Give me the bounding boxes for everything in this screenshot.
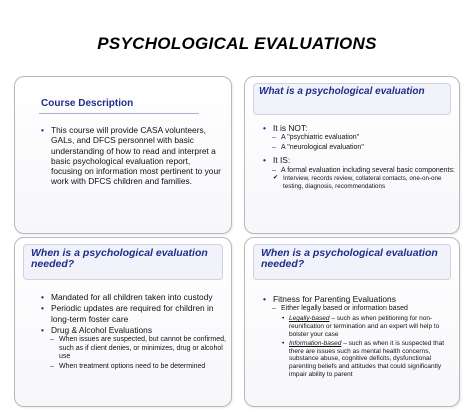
slide-content (263, 294, 455, 379)
sub-bullet-item: – When treatment options need to be determined (41, 363, 229, 372)
bullet-item: • Drug & Alcohol Evaluations (41, 325, 229, 335)
sub-bullet-item: – Either legally based or information based (263, 305, 455, 314)
bullet-item: • It IS: (263, 155, 455, 165)
sub-bullet-item: – A formal evaluation including several basic components: (263, 167, 455, 176)
slide-what-is-evaluation (244, 76, 460, 234)
bullet-item: • Fitness for Parenting Evaluations (263, 294, 455, 304)
slide-content (41, 292, 229, 372)
slide-content (41, 125, 221, 188)
slide-title: When is a psychological evaluation needed? (261, 247, 438, 271)
slide-content (263, 123, 455, 191)
bullet-item: • This course will provide CASA volunteers, GALs, and DFCS personnel with basic understanding of how to read and interpret a basic psychological evaluation report, focusing on information most pertinent to your work with DFCS children and families. (41, 125, 221, 187)
slide-course-description (14, 76, 232, 234)
check-item: ✔ Interview, records review, collateral contacts, one-on-one testing, diagnosis, recommendations (263, 175, 455, 191)
slide-when-needed-1 (14, 237, 232, 407)
bullet-item: • It is NOT: (263, 123, 455, 133)
detail-item (263, 315, 455, 339)
sub-bullet-item: – A "neurological evaluation" (263, 144, 455, 153)
detail-heading: Legally-based (289, 314, 330, 322)
bullet-item: • Periodic updates are required for children in long-term foster care (41, 303, 229, 324)
page-title: PSYCHOLOGICAL EVALUATIONS (97, 34, 377, 53)
bullet-item: • Mandated for all children taken into custody (41, 292, 229, 302)
title-underline (39, 113, 199, 114)
slide-when-needed-2 (244, 237, 460, 407)
sub-bullet-item: – A "psychiatric evaluation" (263, 134, 455, 143)
detail-heading: Information-based (289, 339, 342, 347)
detail-item (263, 340, 455, 380)
sub-bullet-item: – When issues are suspected, but cannot be confirmed, such as if client denies, or minimizes, drug or alcohol use (41, 336, 229, 362)
slide-title: Course Description (41, 98, 134, 109)
detail-text: – such as when petitioning for non-reunification or termination and an expert will help to bolster your case (289, 314, 440, 338)
slide-title: When is a psychological evaluation needed? (31, 247, 208, 271)
detail-text: – such as when it is suspected that there are issues such as mental health concerns, substance abuse, cognitive deficits, dysfunctional parenting beliefs and attitudes that could significantly impair ability to parent (289, 339, 445, 379)
slide-title: What is a psychological evaluation (259, 86, 425, 97)
